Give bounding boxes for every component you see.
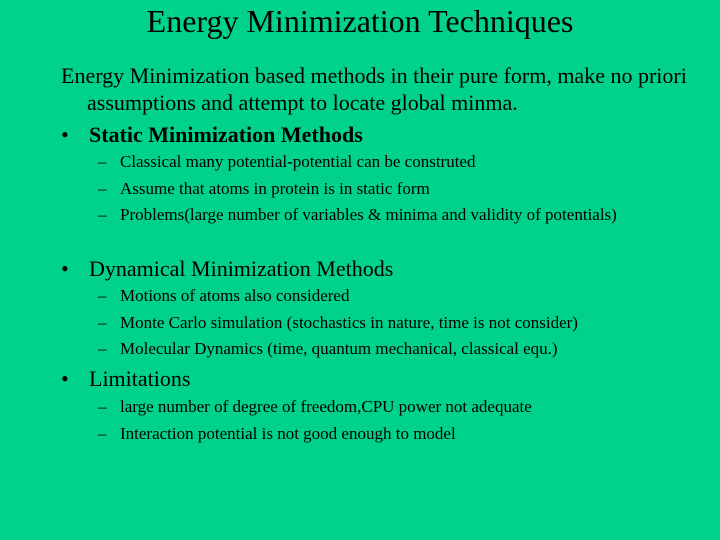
list-item-text: Molecular Dynamics (time, quantum mechanical, classical equ.) bbox=[120, 339, 558, 358]
list-item-text: large number of degree of freedom,CPU power not adequate bbox=[120, 397, 532, 416]
list-item-text: Interaction potential is not good enough to model bbox=[120, 423, 456, 443]
list-item-text: Classical many potential-potential can be construted bbox=[120, 152, 476, 171]
list-item-text: Monte Carlo simulation (stochastics in nature, time is not consider) bbox=[120, 312, 578, 332]
dash-mark: – bbox=[98, 397, 107, 416]
sub-list-dynamical bbox=[98, 283, 698, 363]
dash-mark: – bbox=[98, 312, 107, 332]
slide-title: Energy Minimization Techniques bbox=[146, 3, 574, 39]
bullet-mark: • bbox=[61, 122, 69, 147]
bullet-limitations bbox=[61, 365, 701, 392]
dash-mark: – bbox=[98, 339, 107, 358]
bullet-dynamical-minimization bbox=[61, 255, 701, 282]
intro-paragraph: Energy Minimization based methods in their pure form, make no priori assumptions and attempt to locate global minma. bbox=[61, 63, 687, 115]
dash-mark: – bbox=[98, 286, 107, 305]
list-item bbox=[98, 283, 698, 310]
sub-list-static bbox=[98, 149, 698, 229]
list-item bbox=[98, 310, 698, 337]
list-item bbox=[98, 421, 698, 448]
list-item bbox=[98, 149, 698, 176]
list-item bbox=[98, 202, 698, 229]
bullet-mark: • bbox=[61, 366, 69, 391]
list-item bbox=[98, 394, 698, 421]
dash-mark: – bbox=[98, 152, 107, 171]
bullet-heading: Static Minimization Methods bbox=[89, 122, 363, 147]
list-item bbox=[98, 336, 698, 363]
bullet-mark: • bbox=[61, 256, 69, 281]
dash-mark: – bbox=[98, 205, 107, 224]
bullet-heading: Dynamical Minimization Methods bbox=[89, 256, 394, 281]
sub-list-limitations bbox=[98, 394, 698, 447]
bullet-heading: Limitations bbox=[89, 366, 191, 391]
dash-mark: – bbox=[98, 423, 107, 443]
dash-mark: – bbox=[98, 178, 107, 198]
list-item bbox=[98, 176, 698, 203]
bullet-static-minimization bbox=[61, 121, 701, 148]
list-item-text: Problems(large number of variables & minima and validity of potentials) bbox=[120, 205, 617, 224]
list-item-text: Assume that atoms in protein is in static form bbox=[120, 178, 430, 198]
list-item-text: Motions of atoms also considered bbox=[120, 286, 350, 305]
